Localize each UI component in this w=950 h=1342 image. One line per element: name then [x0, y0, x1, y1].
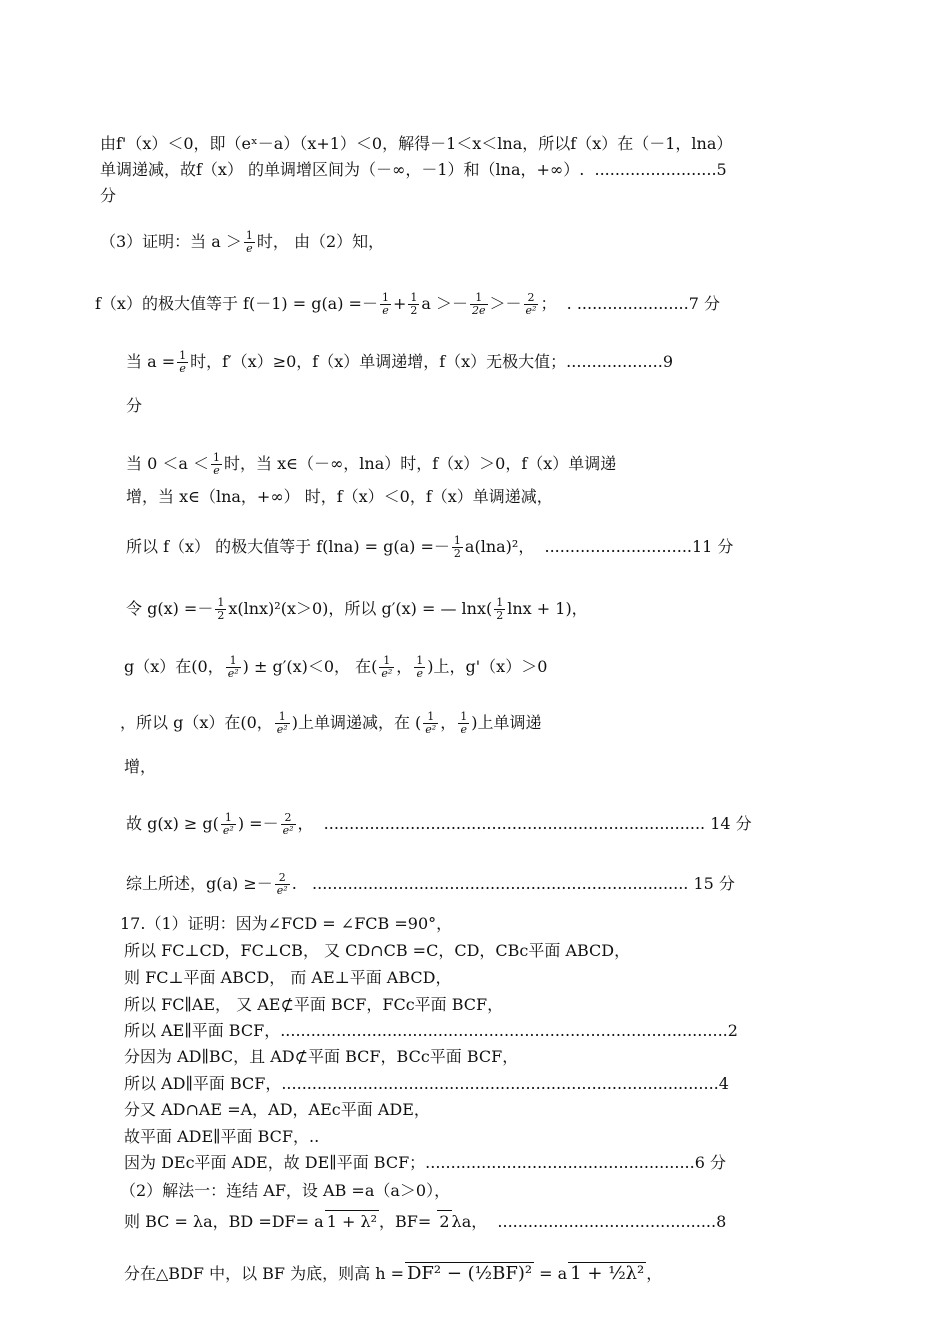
text: 令 g(x) =－ — [126, 599, 214, 618]
q17-line-2 — [124, 940, 630, 962]
fraction — [211, 452, 222, 477]
part3-case-a-eq — [126, 350, 673, 375]
fraction — [408, 292, 419, 317]
numerator: 1 — [381, 291, 389, 304]
fraction — [275, 872, 290, 897]
part3-summary — [126, 872, 735, 897]
text: ， ........................................................................... 14 分 — [297, 814, 752, 833]
part3-max-value — [95, 292, 720, 317]
fraction — [281, 812, 296, 837]
text: )上，g'（x）＞0 — [427, 657, 548, 676]
numerator: 1 — [179, 349, 187, 362]
radical — [405, 1262, 534, 1285]
radicand: 1 + λ² — [326, 1212, 377, 1231]
fraction — [275, 711, 290, 736]
text: 所以 FC⊥CD，FC⊥CB， 又 CD∩CB =C，CD，CBc平面 ABCD， — [124, 941, 631, 960]
text: 综上所述，g(a) ≥－ — [126, 874, 273, 893]
text: 所以 AD∥平面 BCF，......................................................................................4 — [124, 1074, 729, 1093]
text: 分在△BDF 中，以 BF 为底，则高 h = — [124, 1264, 404, 1283]
text: 故 g(x) ≥ g( — [126, 814, 219, 833]
text: 故平面 ADE∥平面 BCF，.. — [124, 1127, 320, 1146]
radicand: 2 — [439, 1212, 450, 1231]
q17-line-10 — [124, 1152, 726, 1174]
denominator: e² — [222, 824, 234, 837]
numerator: 2 — [281, 812, 296, 825]
q17-line-6 — [124, 1046, 518, 1068]
fraction — [452, 535, 463, 560]
text: 所以 AE∥平面 BCF，........................................................................................2 — [124, 1021, 738, 1040]
radical — [437, 1210, 451, 1233]
numerator: 1 — [275, 711, 290, 724]
text: 增， — [124, 757, 157, 776]
text: ， — [646, 1264, 663, 1283]
text: lnx + 1)， — [507, 599, 588, 618]
denominator: 2 — [496, 609, 504, 622]
fraction — [423, 711, 438, 736]
text: λa， ...........................................8 — [451, 1212, 727, 1231]
part2-line-1 — [100, 133, 732, 155]
text: ，所以 g（x）在(0， — [120, 713, 273, 732]
numerator: 1 — [245, 229, 253, 242]
text: 单调递减，故f（x） 的单调增区间为（－∞，－1）和（lna，+∞）. ........................5 — [100, 160, 727, 179]
numerator: 1 — [221, 812, 236, 825]
denominator: e — [460, 723, 467, 736]
q17-line-11 — [120, 1180, 450, 1202]
text: 因为 DEc平面 ADE，故 DE∥平面 BCF；.....................................................6 分 — [124, 1153, 726, 1172]
text: （2）解法一：连结 AF，设 AB =a（a＞0）， — [120, 1181, 451, 1200]
text: ) =－ — [237, 814, 279, 833]
denominator: e² — [381, 667, 393, 680]
numerator: 1 — [496, 596, 504, 609]
q17-line-5 — [124, 1020, 738, 1042]
fraction — [458, 711, 469, 736]
denominator: e — [382, 304, 389, 317]
numerator: 1 — [453, 534, 461, 547]
text: a(lna)²， .............................11 分 — [464, 537, 734, 556]
text: ， — [396, 657, 413, 676]
denominator: e² — [425, 723, 437, 736]
denominator: 2 — [410, 304, 418, 317]
fraction — [494, 597, 505, 622]
text: 所以 f（x） 的极大值等于 f(lna) = g(a) =－ — [126, 537, 450, 556]
text: a ＞－ — [421, 294, 469, 313]
q17-line-13 — [124, 1262, 662, 1285]
fraction — [226, 655, 241, 680]
numerator: 1 — [470, 292, 488, 305]
text: （3）证明：当 a ＞ — [100, 232, 242, 251]
numerator: 1 — [379, 655, 394, 668]
text: 分 — [100, 186, 117, 205]
text: g（x）在(0， — [124, 657, 224, 676]
q17-line-8 — [124, 1099, 430, 1121]
radical — [568, 1262, 646, 1285]
radical — [325, 1210, 379, 1233]
text: . .......................................................................... 15 分 — [291, 874, 735, 893]
numerator: 2 — [275, 872, 290, 885]
fraction — [215, 597, 226, 622]
q17-line-12 — [124, 1210, 726, 1233]
text: 分 — [126, 396, 143, 415]
text: )上单调递减，在 ( — [291, 713, 422, 732]
radicand: DF² − (½BF)² — [407, 1263, 533, 1284]
fraction — [380, 292, 391, 317]
part3-so — [126, 535, 733, 560]
denominator: e — [246, 242, 253, 255]
q17-line-7 — [124, 1073, 729, 1095]
fraction — [379, 655, 394, 680]
text: 则 BC = λa，BD =DF= a — [124, 1212, 324, 1231]
text: 时， 由（2）知， — [256, 232, 385, 251]
denominator: e² — [282, 824, 294, 837]
text: 则 FC⊥平面 ABCD， 而 AE⊥平面 ABCD， — [124, 968, 452, 987]
part3-case-a-lt-2 — [126, 486, 553, 508]
text: 由f'（x）＜0，即（eˣ－a）（x+1）＜0，解得－1＜x＜lna，所以f（x）在（－1，lna） — [100, 134, 733, 153]
denominator: e — [213, 464, 220, 477]
numerator: 1 — [410, 291, 418, 304]
q17-line-9 — [124, 1126, 319, 1148]
denominator: e — [416, 667, 424, 680]
denominator: e — [179, 362, 186, 375]
fraction — [177, 350, 188, 375]
denominator: e² — [227, 667, 239, 680]
text: x(lnx)²(x＞0)，所以 g′(x) = — lnx( — [228, 599, 493, 618]
fraction — [414, 655, 425, 680]
numerator: 1 — [212, 451, 220, 464]
denominator: e² — [276, 723, 288, 736]
numerator: 2 — [524, 292, 539, 305]
part3-intro — [100, 230, 384, 255]
numerator: 1 — [226, 655, 241, 668]
text: 分又 AD∩AE =A，AD，AEc平面 ADE， — [124, 1100, 430, 1119]
text: 时，f′（x）≥0，f（x）单调递增，f（x）无极大值；...................9 — [190, 352, 673, 371]
text: 所以 FC∥AE， 又 AE⊄平面 BCF，FCc平面 BCF， — [124, 995, 504, 1014]
text: 增，当 x∈（lna，+∞） 时，f（x）＜0，f（x）单调递减， — [126, 487, 553, 506]
fraction — [244, 230, 255, 255]
numerator: 1 — [217, 596, 225, 609]
text: 时，当 x∈（－∞，lna）时，f（x）＞0，f（x）单调递 — [223, 454, 617, 473]
q17-line-1 — [120, 913, 452, 935]
text: ＞－ — [489, 294, 522, 313]
text: ， — [440, 713, 457, 732]
part2-line-2 — [100, 159, 727, 181]
q17-line-4 — [124, 994, 503, 1016]
fraction — [470, 292, 488, 317]
part3-hence — [126, 812, 752, 837]
text: f（x）的极大值等于 f(－1) = g(a) =－ — [95, 294, 378, 313]
denominator: e² — [525, 304, 537, 317]
text: 分因为 AD∥BC，且 AD⊄平面 BCF，BCc平面 BCF， — [124, 1047, 519, 1066]
numerator: 1 — [416, 654, 424, 667]
part3-let — [126, 597, 588, 622]
part3-monotone — [120, 711, 541, 736]
radicand: 1 + ½λ² — [570, 1263, 645, 1284]
text: 当 a = — [126, 352, 176, 371]
text: ) ± g′(x)＜0， 在( — [242, 657, 378, 676]
numerator: 1 — [423, 711, 438, 724]
part3-g-interval — [124, 655, 547, 680]
text: = a — [534, 1264, 568, 1283]
numerator: 1 — [460, 710, 468, 723]
q17-line-3 — [124, 967, 451, 989]
text: + — [392, 294, 407, 313]
text: 当 0 ＜a ＜ — [126, 454, 209, 473]
part3-monotone-2 — [124, 756, 156, 778]
text: )上单调递 — [471, 713, 542, 732]
text: 17.（1）证明：因为∠FCD = ∠FCB =90°， — [120, 914, 453, 933]
text: ，BF= — [379, 1212, 437, 1231]
part3-case-a-eq-tail — [126, 395, 142, 417]
denominator: 2 — [453, 547, 461, 560]
fraction — [221, 812, 236, 837]
text: ； . ......................7 分 — [540, 294, 720, 313]
denominator: e² — [276, 884, 288, 897]
denominator: 2 — [217, 609, 225, 622]
part3-case-a-lt — [126, 452, 616, 477]
part2-line-3 — [100, 185, 116, 207]
denominator: 2e — [472, 304, 486, 317]
fraction — [524, 292, 539, 317]
